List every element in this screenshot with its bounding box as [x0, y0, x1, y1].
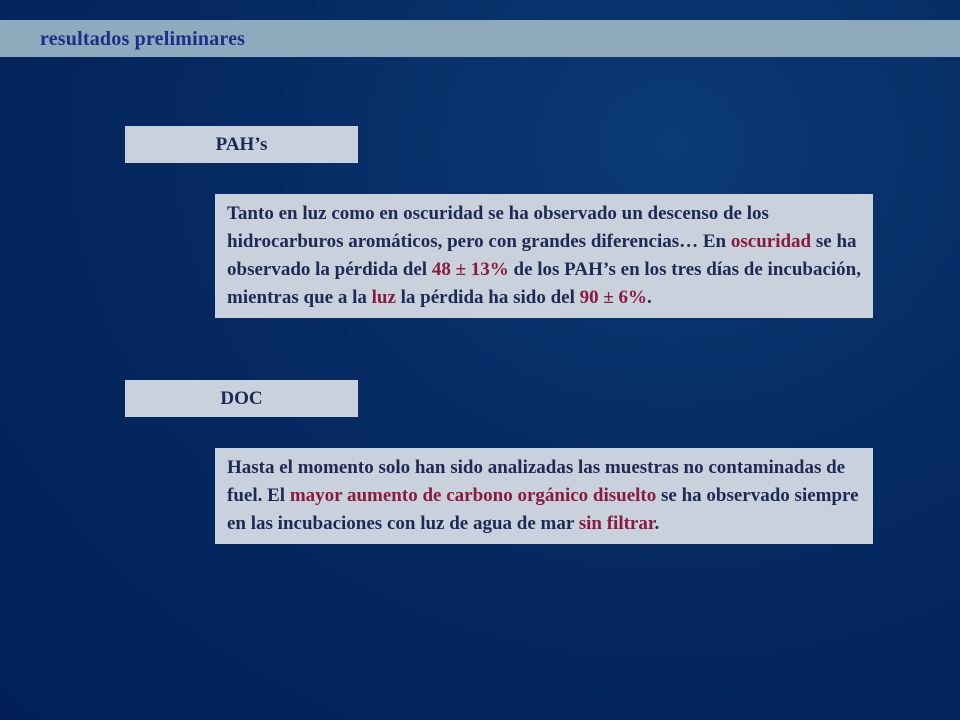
section-label-doc: DOC	[125, 380, 358, 417]
pahs-text-3: de los PAH’s en los tres días de incubación, mientras que a la	[227, 259, 861, 308]
doc-highlight-sin-filtrar: sin filtrar	[578, 513, 655, 534]
title-bar	[0, 20, 960, 57]
page-title: resultados preliminares	[40, 28, 246, 50]
doc-paragraph	[215, 448, 873, 544]
section-label-pahs: PAH’s	[125, 126, 358, 163]
doc-text-2: se ha observado siempre en las incubaciones con luz de agua de mar	[227, 485, 859, 534]
pahs-highlight-loss-light: 90 ± 6%	[579, 287, 648, 308]
pahs-text-4: la pérdida ha sido del	[395, 287, 580, 308]
doc-highlight-carbono: mayor aumento de carbono orgánico disuelto	[289, 485, 657, 506]
pahs-paragraph	[215, 194, 873, 318]
pahs-highlight-oscuridad: oscuridad	[730, 231, 812, 252]
doc-text-3: .	[654, 513, 660, 534]
doc-text-1: Hasta el momento solo han sido analizadas las muestras no contaminadas de fuel. El	[227, 457, 846, 506]
pahs-highlight-loss-dark: 48 ± 13%	[431, 259, 509, 280]
pahs-highlight-luz: luz	[371, 287, 396, 308]
pahs-text-1: Tanto en luz como en oscuridad se ha observado un descenso de los hidrocarburos aromáticos, pero con grandes diferencias… En	[227, 203, 769, 252]
pahs-text-2: se ha observado la pérdida del	[227, 231, 857, 280]
pahs-text-5: .	[647, 287, 652, 308]
